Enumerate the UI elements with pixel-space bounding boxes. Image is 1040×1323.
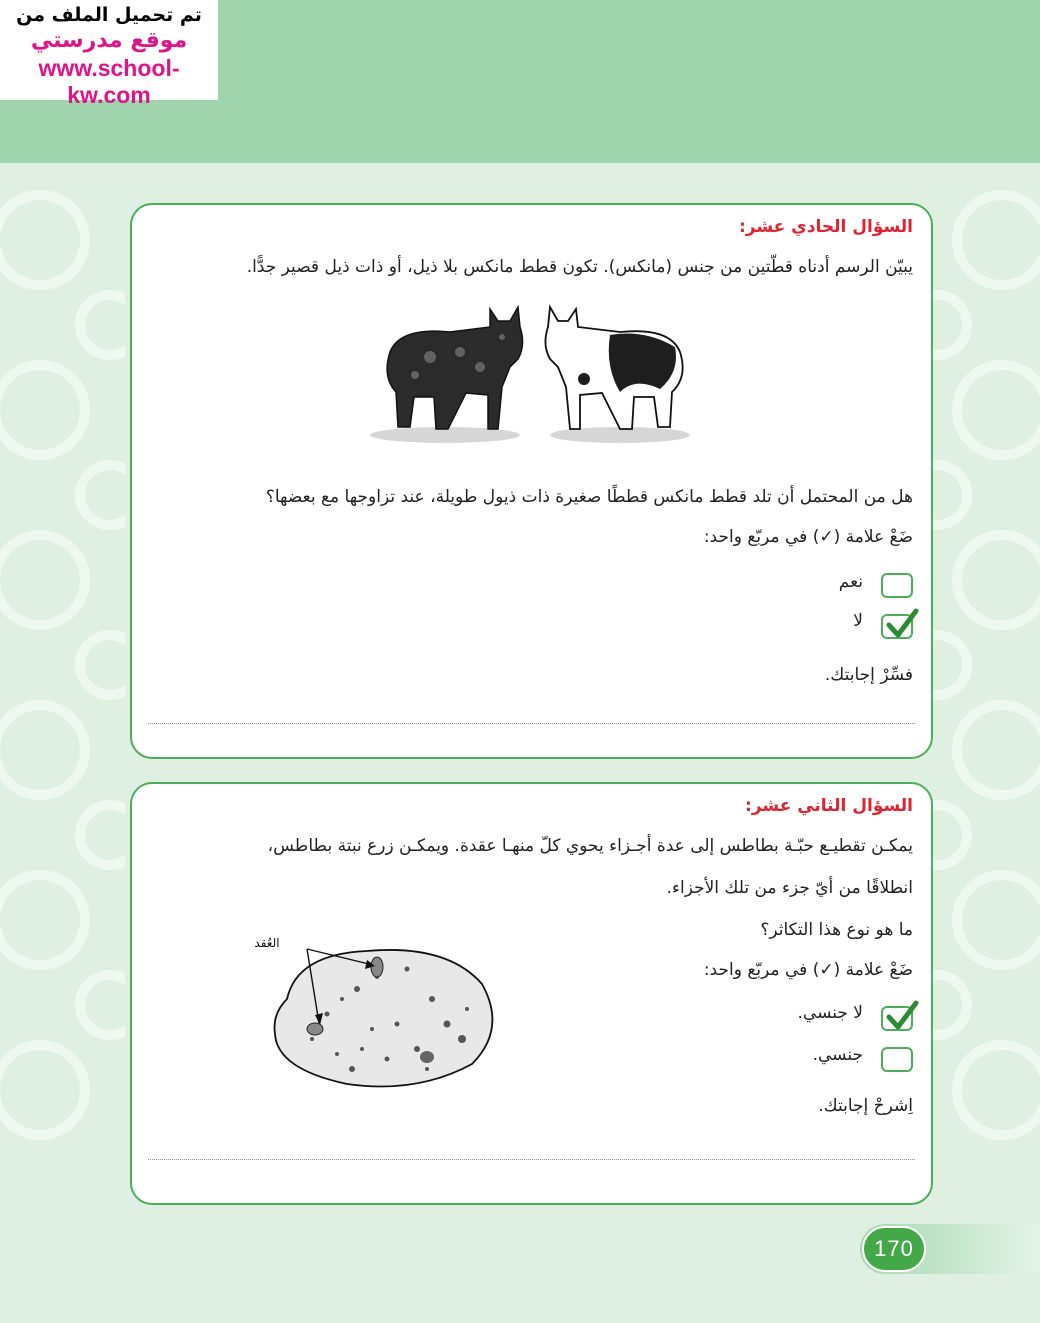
question-11-intro: يبيّن الرسم أدناه قطّتين من جنس (مانكس). تكون قطط مانكس بلا ذيل، أو ذات ذيل قصير جدًّا. [246, 257, 913, 277]
site-watermark [0, 0, 218, 108]
q12-sexual-label: جنسي. [812, 1045, 863, 1065]
question-12-prompt: ما هو نوع هذا التكاثر؟ [760, 920, 913, 940]
question-12-text-line-1: يمكـن تقطيـع حبّـة بطاطس إلى عدة أجـزاء يحوي كلّ منهـا عقدة. ويمكـن زرع نبتة بطاطس، [267, 836, 913, 856]
potato-diagram [267, 929, 507, 1094]
q11-answer-line[interactable] [148, 723, 915, 724]
checkmark-icon [885, 608, 919, 642]
q11-no-label: لا [853, 611, 863, 631]
question-12-explain: اِشرحْ إجابتك. [818, 1096, 913, 1116]
q12-asexual-checkbox[interactable] [881, 1006, 913, 1031]
question-12-title: السؤال الثاني عشر: [745, 796, 913, 816]
q12-asexual-label: لا جنسي. [797, 1003, 863, 1023]
q12-answer-line[interactable] [148, 1159, 915, 1160]
question-11-card [130, 203, 933, 759]
watermark-line-2: موقع مدرستي [30, 28, 188, 53]
decorative-pattern-right [932, 170, 1040, 1230]
watermark-url[interactable]: www.school-kw.com [38, 55, 180, 108]
manx-cats-illustration [370, 297, 700, 447]
decorative-pattern-left [0, 170, 125, 1230]
q11-yes-checkbox[interactable] [881, 573, 913, 598]
checkmark-icon [885, 1000, 919, 1034]
question-11-prompt: هل من المحتمل أن تلد قطط مانكس قططًا صغيرة ذات ذيول طويلة، عند تزاوجها مع بعضها؟ [265, 487, 913, 507]
q11-no-checkbox[interactable] [881, 614, 913, 639]
question-11-title: السؤال الحادي عشر: [738, 217, 913, 237]
question-12-text-line-2: انطلاقًا من أيّ جزء من تلك الأجزاء. [666, 878, 913, 898]
nodes-label: العُقد [254, 936, 280, 950]
page-number: 170 [862, 1226, 926, 1272]
question-12-instruction: ضَعْ علامة (✓) في مربّع واحد: [703, 960, 913, 980]
question-11-explain: فسِّرْ إجابتك. [824, 665, 913, 685]
watermark-line-1: تم تحميل الملف من [16, 4, 202, 26]
question-11-instruction: ضَعْ علامة (✓) في مربّع واحد: [703, 527, 913, 547]
question-12-card [130, 782, 933, 1205]
q12-sexual-checkbox[interactable] [881, 1047, 913, 1072]
q11-yes-label: نعم [838, 572, 863, 592]
